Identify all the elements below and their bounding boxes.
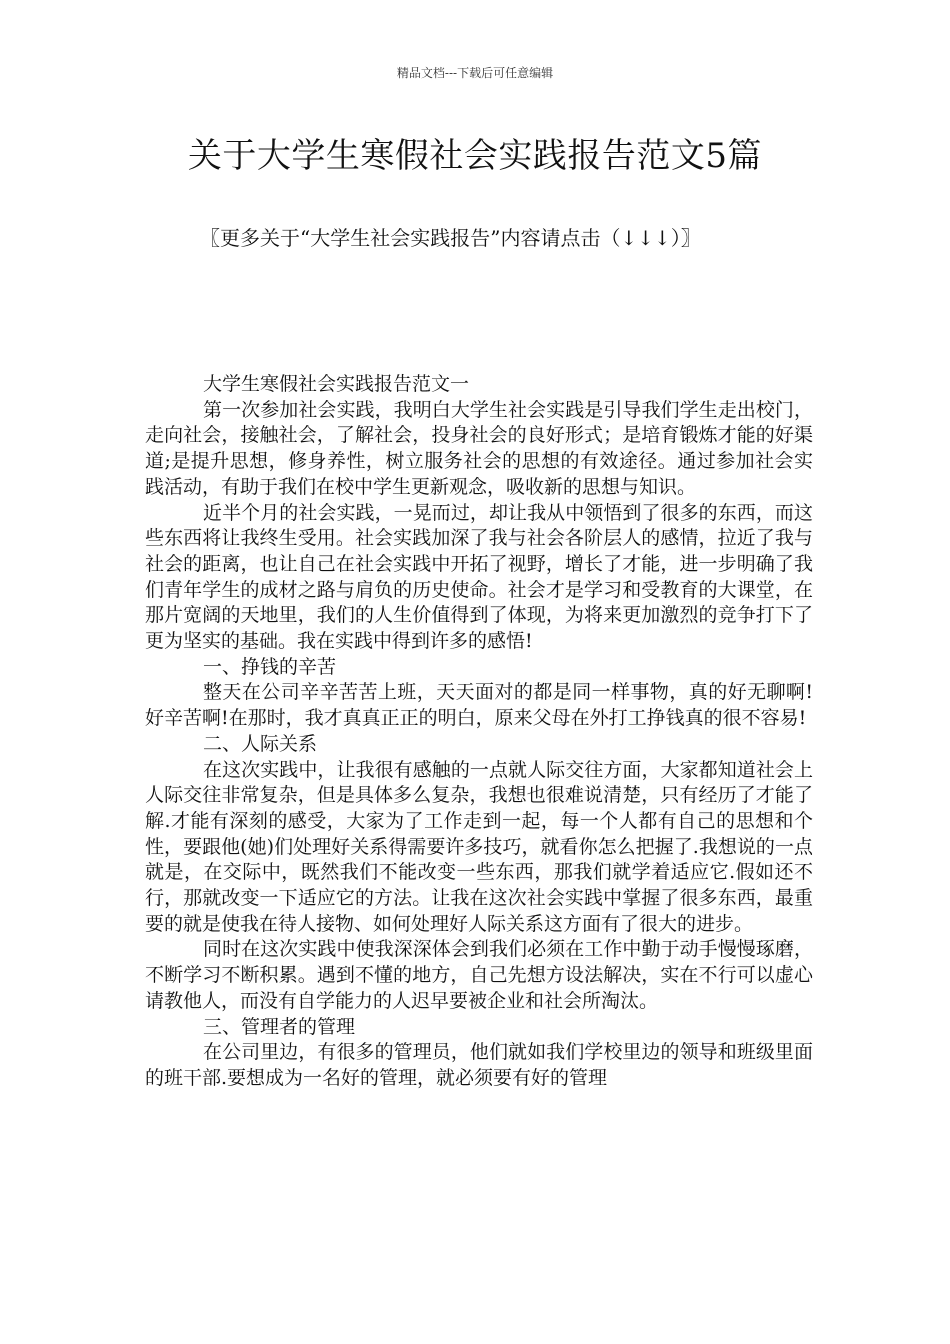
body-paragraph: 在公司里边，有很多的管理员，他们就如我们学校里边的领导和班级里面的班干部.要想成为一名好的管理，就必须要有好的管理: [145, 1041, 813, 1089]
body-paragraph: 近半个月的社会实践，一晃而过，却让我从中领悟到了很多的东西，而这些东西将让我终生受用。社会实践加深了我与社会各阶层人的感情，拉近了我与社会的距离，也让自己在社会实践中开拓了视野，增长了才能，进一步明确了我们青年学生的成材之路与肩负的历史使命。社会才是学习和受教育的大课堂，在那片宽阔的天地里，我们的人生价值得到了体现，为将来更加激烈的竞争打下了更为坚实的基础。我在实践中得到许多的感悟!: [145, 501, 813, 653]
body-paragraph: 整天在公司辛辛苦苦上班，天天面对的都是同一样事物，真的好无聊啊!好辛苦啊!在那时，我才真真正正的明白，原来父母在外打工挣钱真的很不容易!: [145, 681, 813, 730]
section-heading: 大学生寒假社会实践报告范文一: [203, 373, 470, 395]
section-heading: 二、人际关系: [203, 732, 318, 755]
body-paragraph: 在这次实践中，让我很有感触的一点就人际交往方面，大家都知道社会上人际交往非常复杂，但是具体多么复杂，我想也很难说清楚，只有经历了才能了解.才能有深刻的感受，大家为了工作走到一起，每一个人都有自己的思想和个性，要跟他(她)们处理好关系得需要许多技巧，就看你怎么把握了.我想说的一点就是，在交际中，既然我们不能改变一些东西，那我们就学着适应它.假如还不行，那就改变一下适应它的方法。让我在这次社会实践中掌握了很多东西，最重要的就是使我在待人接物、如何处理好人际关系这方面有了很大的进步。: [145, 758, 813, 935]
more-content-link[interactable]: 〖更多关于“大学生社会实践报告”内容请点击（↓↓↓）〗: [200, 226, 701, 250]
section-heading: 一、挣钱的辛苦: [203, 655, 337, 678]
section-heading: 三、管理者的管理: [203, 1015, 356, 1038]
body-paragraph: 同时在这次实践中使我深深体会到我们必须在工作中勤于动手慢慢琢磨，不断学习不断积累。遇到不懂的地方，自己先想方设法解决，实在不行可以虚心请教他人，而没有自学能力的人迟早要被企业和社会所淘汰。: [145, 938, 813, 1012]
body-paragraph: 第一次参加社会实践，我明白大学生社会实践是引导我们学生走出校门，走向社会，接触社会，了解社会，投身社会的良好形式；是培育锻炼才能的好渠道;是提升思想，修身养性，树立服务社会的思想的有效途径。通过参加社会实践活动，有助于我们在校中学生更新观念，吸收新的思想与知识。: [145, 398, 813, 498]
document-title: 关于大学生寒假社会实践报告范文5篇: [187, 136, 763, 176]
header-note: 精品文档---下载后可任意编辑: [396, 66, 554, 80]
document-body: [145, 372, 813, 1092]
